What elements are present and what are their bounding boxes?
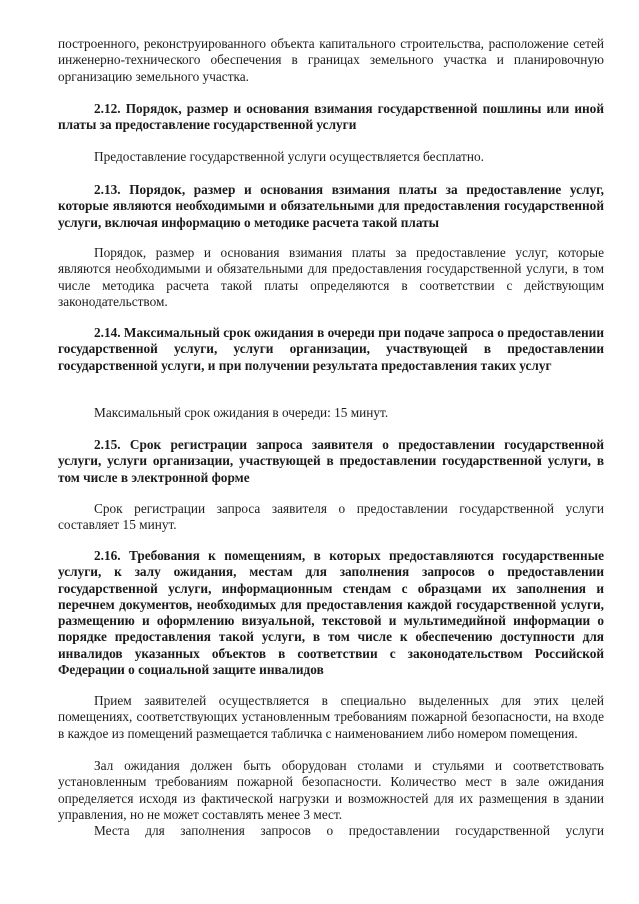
section-2-13-body: Порядок, размер и основания взимания платы за предоставление услуг, которые являются необходимыми и обязательными для предоставления государственной услуги, в том числе методика расчета такой платы определяются в соответствии с действующим законодательством. [58,245,604,309]
section-2-15-body: Срок регистрации запроса заявителя о предоставлении государственной услуги составляет 15 минут. [58,501,604,533]
section-2-16-body-2: Зал ожидания должен быть оборудован столами и стульями и соответствовать установленным требованиям пожарной безопасности. Количество мест в зале ожидания определяется исходя из фактической нагрузки и возможностей для их размещения в здании управления, но не может составлять менее 3 мест. [58,758,604,822]
section-2-13-heading: 2.13. Порядок, размер и основания взимания платы за предоставление услуг, которые являются необходимыми и обязательными для предоставления государственной услуги, включая информацию о методике расчета такой платы [58,182,604,230]
section-2-16-body-3: Места для заполнения запросов о предоставлении государственной услуги [94,823,604,838]
section-2-16-body-1: Прием заявителей осуществляется в специально выделенных для этих целей помещениях, соответствующих установленным требованиям пожарной безопасности, на входе в каждое из помещений размещается табличка с наименованием либо номером помещения. [58,693,604,741]
section-2-16-heading: 2.16. Требования к помещениям, в которых предоставляются государственные услуги, к залу ожидания, местам для заполнения запросов о предоставлении государственной услуги, информационным стендам с образцами их заполнения и перечнем документов, необходимых для предоставления каждой государственной услуги, размещению и оформлению визуальной, текстовой и мультимедийной информации о порядке предоставления такой услуги, в том числе к обеспечению доступности для инвалидов указанных объектов в соответствии с законодательством Российской Федерации о социальной защите инвалидов [58,548,604,678]
intro-paragraph: построенного, реконструированного объекта капитального строительства, расположение сетей инженерно-технического обеспечения в границах земельного участка и планировочную организацию земельного участка. [58,36,604,84]
section-2-15-heading: 2.15. Срок регистрации запроса заявителя о предоставлении государственной услуги, услуги организации, участвующей в предоставлении государственной услуги, в том числе в электронной форме [58,437,604,485]
section-2-14-body: Максимальный срок ожидания в очереди: 15 минут. [94,405,389,420]
section-2-12-heading: 2.12. Порядок, размер и основания взимания государственной пошлины или иной платы за предоставление государственной услуги [58,101,604,133]
section-2-12-body: Предоставление государственной услуги осуществляется бесплатно. [94,149,484,164]
section-2-14-heading: 2.14. Максимальный срок ожидания в очереди при подаче запроса о предоставлении государственной услуги, услуги организации, участвующей в предоставлении государственной услуги, и при получении результата предоставления таких услуг [58,325,604,373]
